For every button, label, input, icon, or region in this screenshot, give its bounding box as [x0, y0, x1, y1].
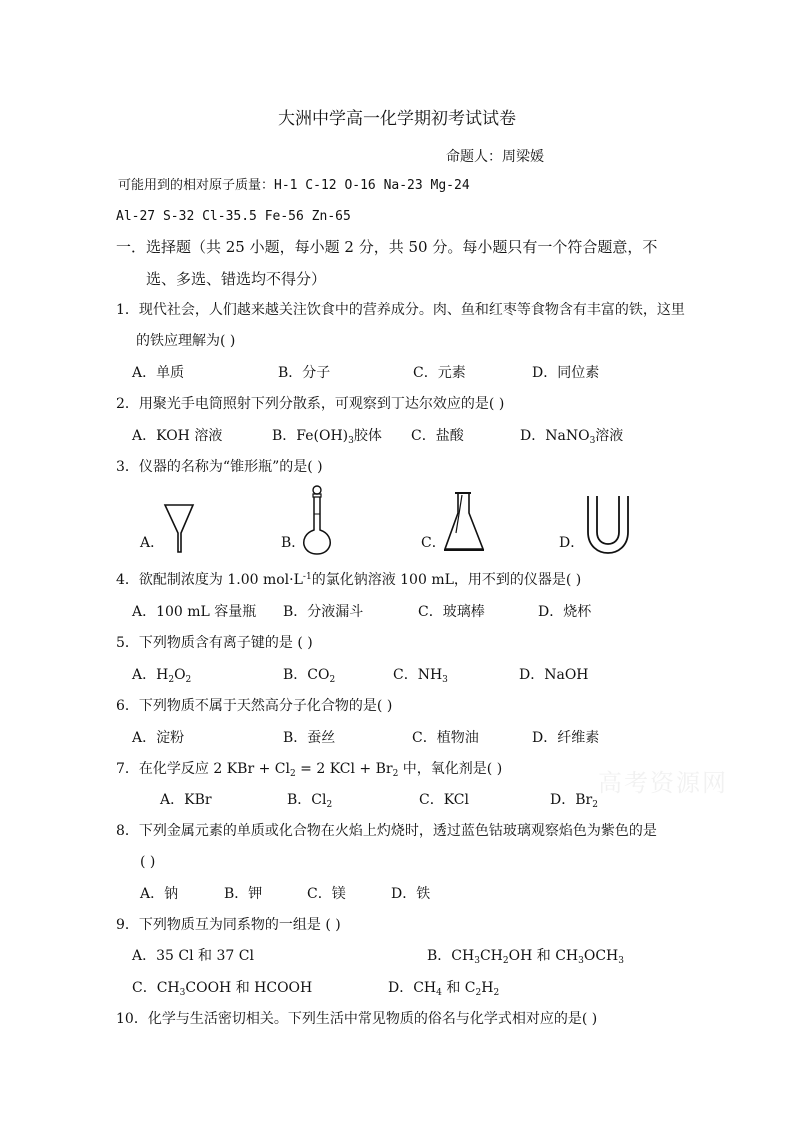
q4-option-b: B．分液漏斗: [283, 604, 364, 620]
q6-option-c: C．植物油: [412, 730, 479, 746]
volumetric-flask-icon: [300, 484, 334, 556]
atomic-masses-line-1: 可能用到的相对原子质量：H-1 C-12 O-16 Na-23 Mg-24: [118, 178, 470, 193]
q8-option-d: D．铁: [391, 886, 431, 902]
q3-option-a: A．: [140, 535, 165, 551]
question-10-stem: 10．化学与生活密切相关。下列生活中常见物质的俗名与化学式相对应的是( ): [116, 1011, 598, 1027]
q4-option-c: C．玻璃棒: [418, 604, 485, 620]
q4-option-a: A．100 mL 容量瓶: [132, 604, 257, 620]
question-4-stem: 4．欲配制浓度为 1.00 $mol\cdot L^{-1}$的氯化钠溶液 100 mL，用不到的仪器是( ): [116, 572, 582, 588]
question-6-stem: 6．下列物质不属于天然高分子化合物的是( ): [116, 698, 393, 714]
question-2-stem: 2．用聚光手电筒照射下列分散系，可观察到丁达尔效应的是( ): [116, 396, 505, 412]
q1-option-a: A．单质: [132, 365, 185, 381]
q7-option-d: D．$Br_2$: [550, 792, 598, 810]
q2-option-b: B．$Fe(OH)_3$胶体: [272, 428, 382, 446]
q9-option-d: D．$CH_4$ 和 $C_2H_2$: [388, 980, 500, 998]
q7-option-a: A．KBr: [160, 792, 212, 808]
q6-option-a: A．淀粉: [132, 730, 185, 746]
q6-option-b: B．蚕丝: [283, 730, 336, 746]
question-9-stem: 9．下列物质互为同系物的一组是 ( ): [116, 917, 341, 933]
q1-option-c: C．元素: [413, 365, 466, 381]
q7-option-b: B．$Cl_2$: [287, 792, 333, 810]
erlenmeyer-flask-icon: [440, 489, 488, 555]
q1-option-d: D．同位素: [532, 365, 600, 381]
watermark: 高考资源网: [598, 769, 728, 797]
question-7-stem: 7．在化学反应 2 KBr + $Cl_2 = 2$ KCl + $Br_2$ 中，氧化剂是( ): [116, 761, 503, 779]
q9-option-b: B．$CH_3CH_2OH$ 和 $CH_3OCH_3$: [427, 948, 624, 966]
q3-option-d: D．: [559, 535, 585, 551]
question-8-stem-cont: ( ): [140, 854, 156, 870]
q4-option-d: D．烧杯: [538, 604, 592, 620]
atomic-masses-line-2: Al-27 S-32 Cl-35.5 Fe-56 Zn-65: [116, 209, 351, 224]
q5-option-d: D．NaOH: [519, 667, 589, 683]
q3-option-b: B．: [281, 535, 306, 551]
q1-option-b: B．分子: [278, 365, 331, 381]
exam-title: 大洲中学高一化学期初考试试卷: [278, 109, 516, 129]
u-tube-icon: [584, 494, 632, 556]
q8-option-a: A．钠: [140, 886, 179, 902]
q8-option-c: C．镁: [307, 886, 346, 902]
q7-option-c: C．KCl: [419, 792, 469, 808]
author-line: 命题人：周梁媛: [446, 149, 544, 165]
q2-option-a: A．KOH 溶液: [132, 428, 223, 444]
q6-option-d: D．纤维素: [532, 730, 600, 746]
q9-option-c: C．$CH_3COOH$ 和 HCOOH: [132, 980, 313, 998]
section-header-cont: 选、多选、错选均不得分）: [146, 270, 327, 288]
question-3-stem: 3．仪器的名称为“锥形瓶”的是( ): [116, 459, 323, 475]
question-1-stem: 1．现代社会，人们越来越关注饮食中的营养成分。肉、鱼和红枣等食物含有丰富的铁，这里: [116, 302, 685, 318]
section-header: 一．选择题（共 25 小题，每小题 2 分，共 50 分。每小题只有一个符合题意，不: [116, 238, 658, 256]
q3-option-c: C．: [421, 535, 446, 551]
question-8-stem: 8．下列金属元素的单质或化合物在火焰上灼烧时，透过蓝色钴玻璃观察焰色为紫色的是: [116, 823, 657, 839]
q9-option-a: A．35 Cl 和 37 Cl: [132, 948, 254, 964]
question-1-stem-cont: 的铁应理解为( ): [136, 333, 236, 349]
q5-option-b: B．$CO_2$: [283, 667, 336, 685]
q5-option-a: A．$H_2O_2$: [132, 667, 192, 685]
q2-option-d: D．NaNO$_3$溶液: [520, 428, 624, 446]
question-5-stem: 5．下列物质含有离子键的是 ( ): [116, 635, 313, 651]
funnel-icon: [162, 503, 196, 555]
q5-option-c: C．$NH_3$: [393, 667, 448, 685]
q8-option-b: B．钾: [224, 886, 263, 902]
q2-option-c: C．盐酸: [411, 428, 464, 444]
